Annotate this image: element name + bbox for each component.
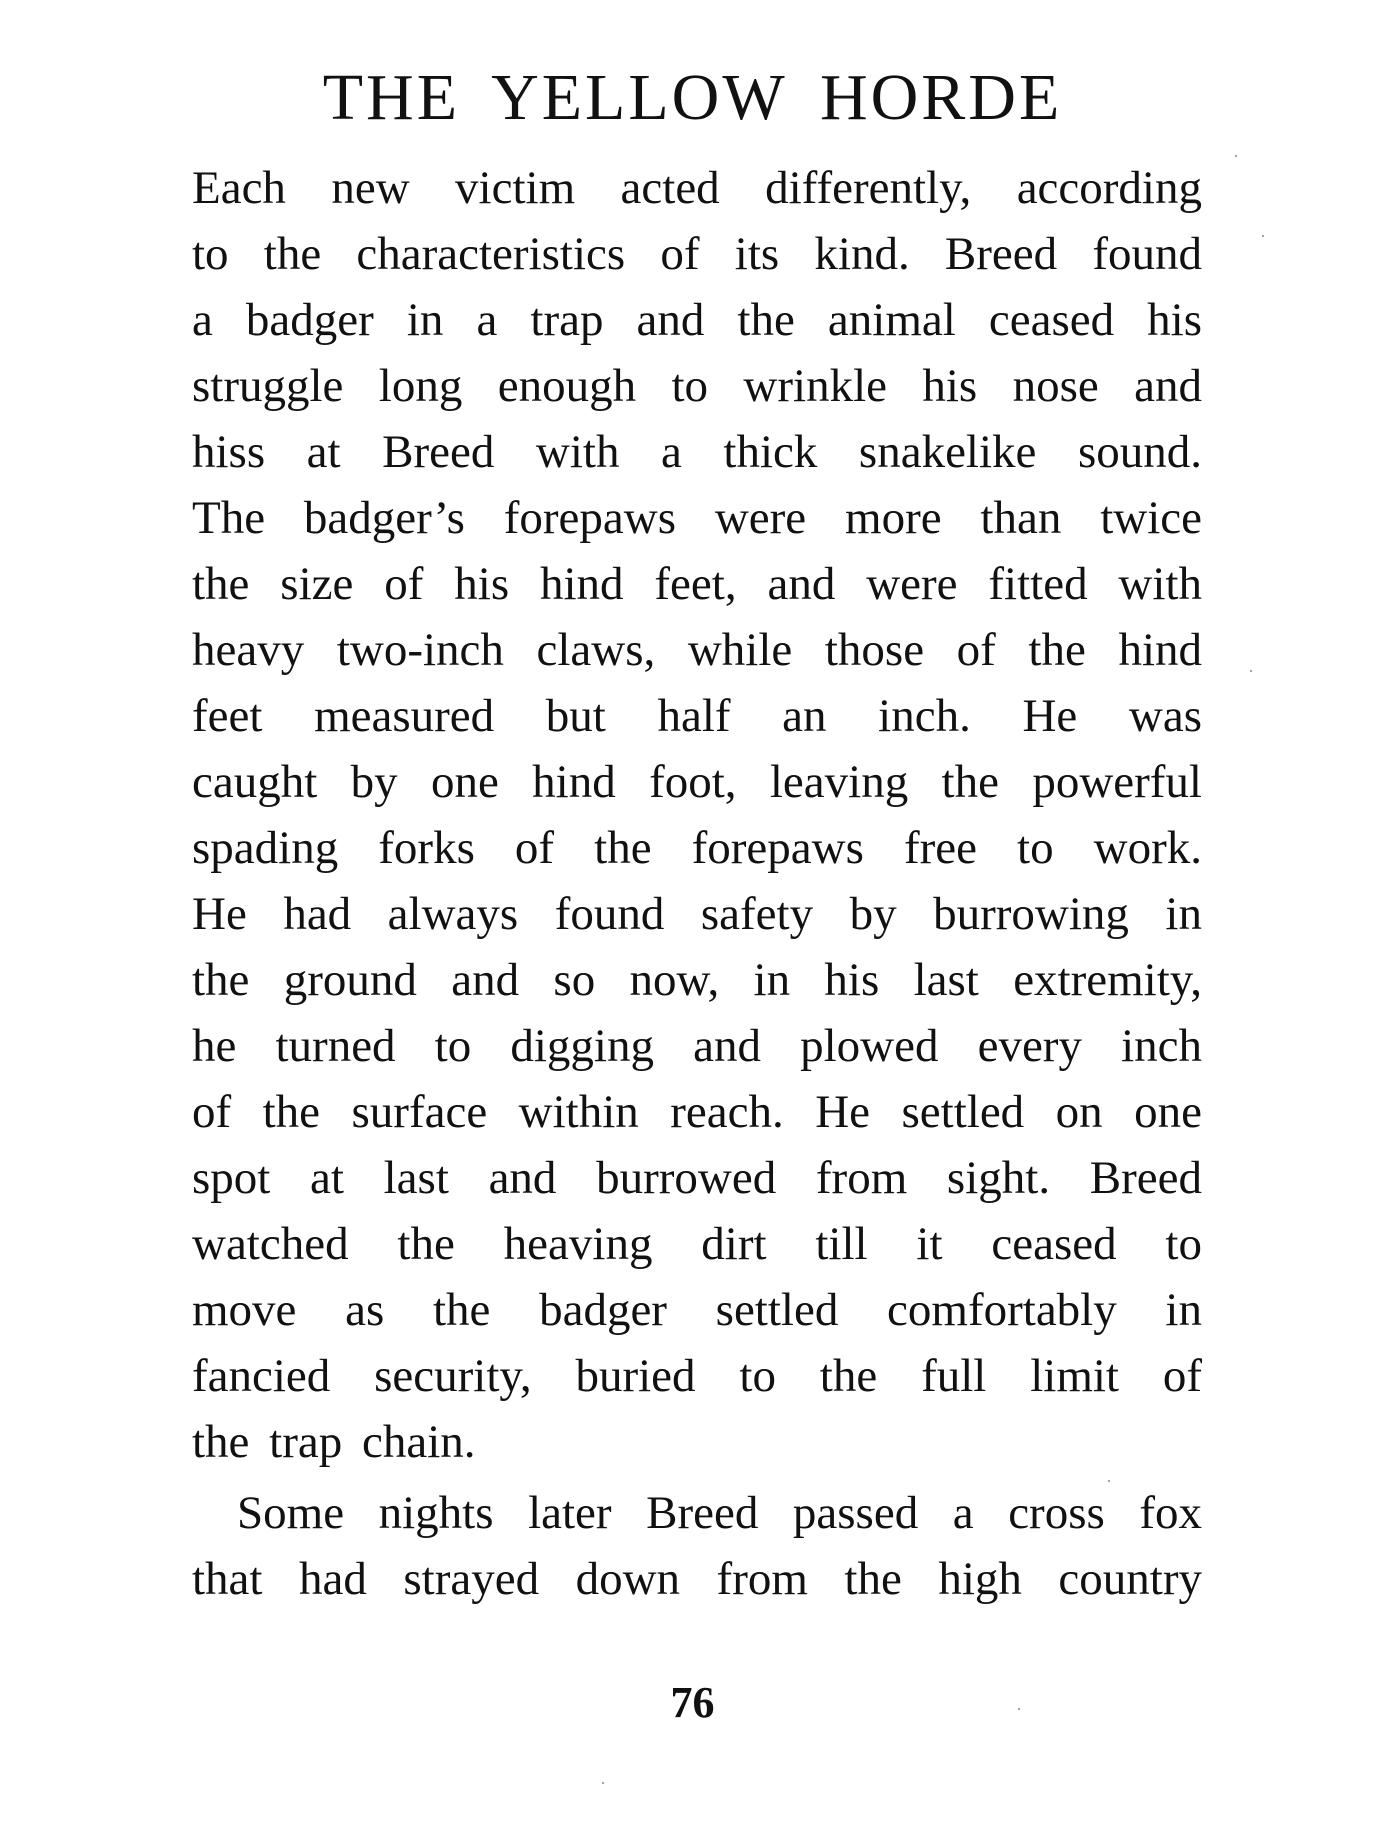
- text-line: feet measured but half an inch. He was: [192, 690, 1202, 742]
- scan-speck: [1018, 1708, 1020, 1710]
- text-line: he turned to digging and plowed every inch: [192, 1020, 1202, 1072]
- scan-speck: [1250, 670, 1252, 672]
- text-line: hiss at Breed with a thick snakelike sound.: [192, 426, 1202, 478]
- text-line: watched the heaving dirt till it ceased to: [192, 1218, 1202, 1270]
- text-line: the size of his hind feet, and were fitted with: [192, 558, 1202, 610]
- scan-speck: [1262, 235, 1264, 237]
- text-line: move as the badger settled comfortably in: [192, 1284, 1202, 1336]
- text-line: spading forks of the forepaws free to work.: [192, 822, 1202, 874]
- text-line: Each new victim acted differently, according: [192, 162, 1202, 214]
- text-line: caught by one hind foot, leaving the powerful: [192, 756, 1202, 808]
- scan-speck: [1235, 155, 1237, 157]
- paragraph-2: [192, 1480, 1202, 1612]
- text-line: struggle long enough to wrinkle his nose and: [192, 360, 1202, 412]
- body-text: [192, 155, 1202, 1612]
- text-line: The badger’s forepaws were more than twice: [192, 492, 1202, 544]
- running-head: THE YELLOW HORDE: [322, 61, 1063, 134]
- text-line: fancied security, buried to the full limit of: [192, 1350, 1202, 1402]
- text-line: Some nights later Breed passed a cross fox: [237, 1487, 1202, 1539]
- text-line: of the surface within reach. He settled on one: [192, 1086, 1202, 1138]
- text-line: the ground and so now, in his last extremity,: [192, 954, 1202, 1006]
- text-line: the trap chain.: [192, 1416, 476, 1468]
- text-line: to the characteristics of its kind. Breed found: [192, 228, 1202, 280]
- scan-speck: [602, 1782, 604, 1784]
- text-line: a badger in a trap and the animal ceased his: [192, 294, 1202, 346]
- text-line: He had always found safety by burrowing in: [192, 888, 1202, 940]
- scan-speck: [1108, 1480, 1110, 1482]
- text-line: spot at last and burrowed from sight. Breed: [192, 1152, 1202, 1204]
- text-line: that had strayed down from the high country: [192, 1553, 1202, 1605]
- text-line: heavy two-inch claws, while those of the hind: [192, 624, 1202, 676]
- paragraph-1: [192, 155, 1202, 1475]
- page-number: 76: [670, 1678, 715, 1727]
